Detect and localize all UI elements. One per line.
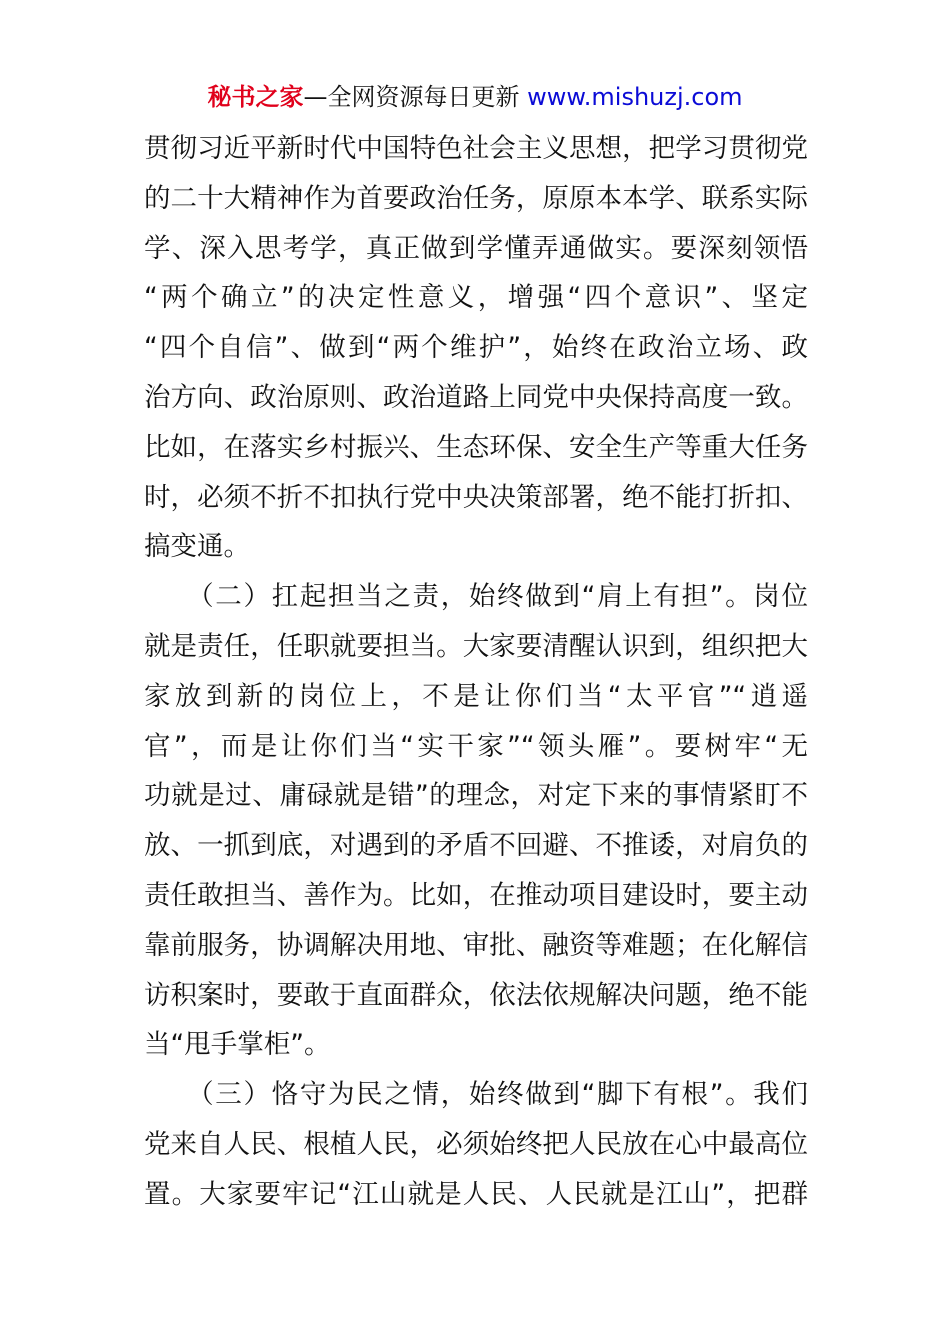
text-line: （三）恪守为民之情，始终做到“脚下有根”。我们	[144, 1079, 808, 1111]
page-header	[0, 80, 950, 114]
text-line: 就是责任，任职就要担当。大家要清醒认识到，组织把大	[144, 630, 808, 662]
text-line: 党来自人民、根植人民，必须始终把人民放在心中最高位	[144, 1128, 808, 1160]
text-line: 学、深入思考学，真正做到学懂弄通做实。要深刻领悟	[144, 232, 808, 264]
text-line: 家放到新的岗位上，不是让你们当“太平官”“逍遥	[144, 680, 808, 712]
text-line: 官”，而是让你们当“实干家”“领头雁”。要树牢“无	[144, 730, 808, 762]
text-line: 置。大家要牢记“江山就是人民、人民就是江山”，把群	[144, 1178, 808, 1210]
text-line: 比如，在落实乡村振兴、生态环保、安全生产等重大任务	[144, 431, 808, 463]
site-url[interactable]: www.mishuzj.com	[527, 83, 743, 111]
text-line: 时，必须不折不扣执行党中央决策部署，绝不能打折扣、	[144, 481, 808, 513]
text-line: “四个自信”、做到“两个维护”，始终在政治立场、政	[144, 332, 808, 364]
text-line: 贯彻习近平新时代中国特色社会主义思想，把学习贯彻党	[144, 133, 808, 164]
header-tagline: —全网资源每日更新	[303, 83, 528, 111]
text-line: 搞变通。	[144, 531, 250, 563]
text-line: 靠前服务，协调解决用地、审批、融资等难题；在化解信	[144, 929, 808, 961]
brand-name: 秘书之家	[207, 83, 304, 111]
text-line: 治方向、政治原则、政治道路上同党中央保持高度一致。	[144, 381, 808, 413]
text-line: 责任敢担当、善作为。比如，在推动项目建设时，要主动	[144, 879, 808, 911]
text-line: 访积案时，要敢于直面群众，依法依规解决问题，绝不能	[144, 979, 808, 1011]
text-line: 的二十大精神作为首要政治任务，原原本本学、联系实际	[144, 182, 808, 214]
text-line: 功就是过、庸碌就是错”的理念，对定下来的事情紧盯不	[144, 780, 808, 812]
document-body	[144, 124, 808, 1220]
text-line: “两个确立”的决定性意义，增强“四个意识”、坚定	[144, 282, 808, 314]
text-line: （二）扛起担当之责，始终做到“肩上有担”。岗位	[144, 581, 808, 613]
text-line: 放、一抓到底，对遇到的矛盾不回避、不推诿，对肩负的	[144, 830, 808, 862]
text-line: 当“甩手掌柜”。	[144, 1029, 331, 1061]
